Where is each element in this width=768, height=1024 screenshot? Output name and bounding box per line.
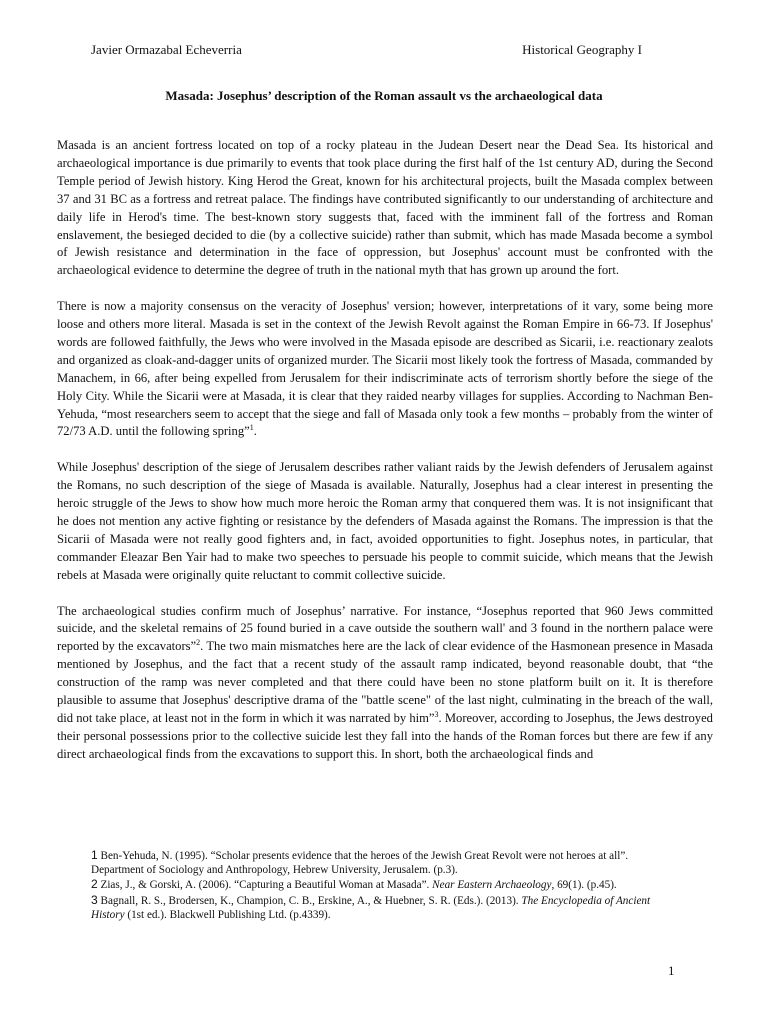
footnote-text-end: (1st ed.). Blackwell Publishing Ltd. (p.4339). [124,908,331,921]
footnote-number: 1 [91,848,98,862]
paragraph-2-end: . [253,424,257,439]
footnote-text: Ben-Yehuda, N. (1995). “Scholar presents evidence that the heroes of the Jewish Great Revolt were not heroes at all”. Department of Sociology and Anthropology, Hebrew University, Jerusalem. (p.3). [91,850,629,877]
document-body [57,137,713,764]
author-name: Javier Ormazabal Echeverria [91,42,242,57]
paragraph-4-part-b: . The two main mismatches here are the lack of clear evidence of the Hasmonean presence in Masada mentioned by Josephus, and the fact that a recent study of the assault ramp indicated, beyond reasonable doubt, that “the construction of the ramp was never completed and that there could have been no stone platform built on it. It is therefore plausible to assume that Josephus' descriptive drama of the "battle scene" of the last night, culminating in the breach of the wall, did not take place, at least not in the form in which it was narrated by him” [57,639,713,725]
paragraph-4 [57,603,713,764]
paragraph-2 [57,298,713,441]
footnote-ref-1: 1 [249,423,254,433]
footnote-ref-3: 3 [434,709,439,719]
footnote-ref-2: 2 [196,638,201,648]
document-title: Masada: Josephus’ description of the Roman assault vs the archaeological data [165,88,603,103]
paragraph-2-text: There is now a majority consensus on the veracity of Josephus' version; however, interpretations of it vary, some being more loose and others more literal. Masada is set in the context of the Jewish Revolt against the Roman Empire in 66-73. If Josephus' words are followed faithfully, the Jews who were involved in the Masada episode are described as Sicarii, i.e. reactionary zealots and organized as cloak-and-dagger units of organized murder. The Sicarii most likely took the fortress of Masada, commanded by Manachem, in 66, after being expelled from Jerusalem for their indiscriminate acts of terrorism shortly before the siege of the Holy City. While the Sicarii were at Masada, it is clear that they raided nearby villages for supplies. According to Nachman Ben-Yehuda, “most researchers seem to accept that the siege and fall of Masada only took a few months – probably from the winter of 72/73 A.D. until the following spring” [57,299,713,439]
footnote-text-end: , 69(1). (p.45). [551,879,617,892]
footnote-3 [91,893,651,922]
paragraph-4-part-c: . Moreover, according to Josephus, the Jews destroyed their personal possessions prior to the collective suicide lest they fall into the hands of the Roman forces but there are few if any direct archaeological finds from the excavations to support this. In short, both the archaeological finds and [57,710,713,761]
footnote-number: 2 [91,877,98,892]
paragraph-3: While Josephus' description of the siege of Jerusalem describes rather valiant raids by the Jewish defenders of Jerusalem against the Romans, no such description of the siege of Masada is available. Naturally, Josephus had a clear interest in presenting the heroic struggle of the Jews to show how much more heroic the Roman army that conquered them was. It is not insignificant that he does not mention any active fighting or resistance by the defenders of Masada against the Romans. The impression is that the Sicarii of Masada were not really good fighters and, in fact, avoided opportunities to fight. Josephus notes, in particular, that commander Eleazar Ben Yair had to make two speeches to persuade his people to commit suicide, which means that the Jewish rebels at Masada were originally quite reluctant to commit collective suicide. [57,460,713,582]
journal-title: Near Eastern Archaeology [432,879,552,892]
footnote-2 [91,877,651,892]
paragraph-4-part-a: The archaeological studies confirm much of Josephus’ narrative. For instance, “Josephus reported that 960 Jews committed suicide, and the skeletal remains of 25 found buried in a cave outside the southern wall' and 3 found in the northern palace were reported by the excavators” [57,603,713,654]
paragraph-1: Masada is an ancient fortress located on top of a rocky plateau in the Judean Desert near the Dead Sea. Its historical and archaeological importance is due primarily to events that took place during the first half of the 1st century AD, during the Second Temple period of Jewish history. King Herod the Great, known for his architectural projects, built the Masada complex between 37 and 31 BC as a fortress and retreat palace. The findings have contributed significantly to our understanding of architecture and daily life in Herod's time. The best-known story suggests that, faced with the imminent fall of the fortress and Roman enslavement, the besieged decided to die (by a collective suicide) rather than submit, which has made Masada become a symbol of Jewish resistance and determination in the face of oppression, but Josephus' account must be confronted with the archaeological evidence to determine the degree of truth in the national myth that has grown up around the fort. [57,138,713,278]
footnote-text: Bagnall, R. S., Brodersen, K., Champion, C. B., Erskine, A., & Huebner, S. R. (Eds.). (2013). [100,894,522,907]
page-header [91,42,642,60]
page-number: 1 [668,963,675,978]
course-name: Historical Geography I [522,42,642,57]
footnotes [91,848,651,922]
footnote-text: Zias, J., & Gorski, A. (2006). “Capturing a Beautiful Woman at Masada”. [100,879,433,892]
footnote-1 [91,848,651,877]
footnote-number: 3 [91,892,98,907]
book-title: The Encyclopedia of Ancient History [91,894,651,921]
